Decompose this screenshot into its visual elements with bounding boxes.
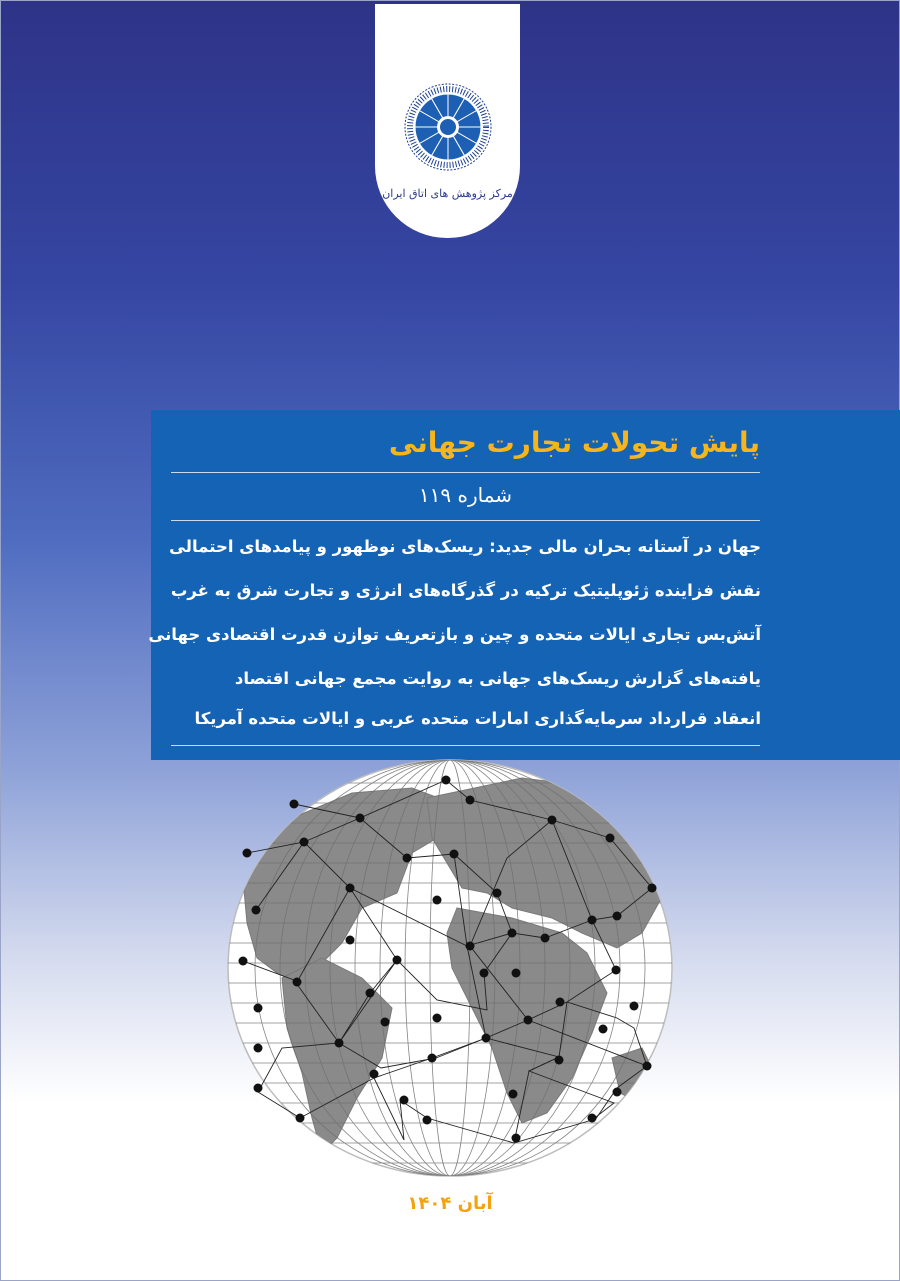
article-title: آتش‌بس تجاری ایالات متحده و چین و بازتعریف توازن قدرت اقتصادی جهانی: [148, 625, 761, 644]
article-title: نقش فزاینده ژئوپلیتیک ترکیه در گذرگاه‌های انرژی و تجارت شرق به غرب: [170, 581, 761, 600]
article-title: یافته‌های گزارش ریسک‌های جهانی به روایت مجمع جهانی اقتصاد: [234, 669, 761, 688]
article-title: جهان در آستانه بحران مالی جدید: ریسک‌های نوظهور و پیامدهای احتمالی: [169, 537, 761, 556]
contents-panel: [148, 410, 900, 760]
publication-date: آبان ۱۴۰۴: [407, 1193, 493, 1214]
divider: [171, 472, 760, 473]
article-title: انعقاد قرارداد سرمایه‌گذاری امارات متحده عربی و ایالات متحده آمریکا: [194, 709, 761, 728]
network-globe-icon: [222, 758, 682, 1178]
logo-name: مرکز پژوهش های اتاق ایران: [382, 187, 513, 200]
publication-title: پایش تحولات تجارت جهانی: [388, 426, 760, 459]
logo-tab: [375, 4, 520, 238]
divider: [171, 520, 760, 521]
issue-number: شماره ۱۱۹: [418, 483, 513, 507]
divider: [171, 745, 760, 746]
chamber-logo-icon: [403, 82, 493, 172]
